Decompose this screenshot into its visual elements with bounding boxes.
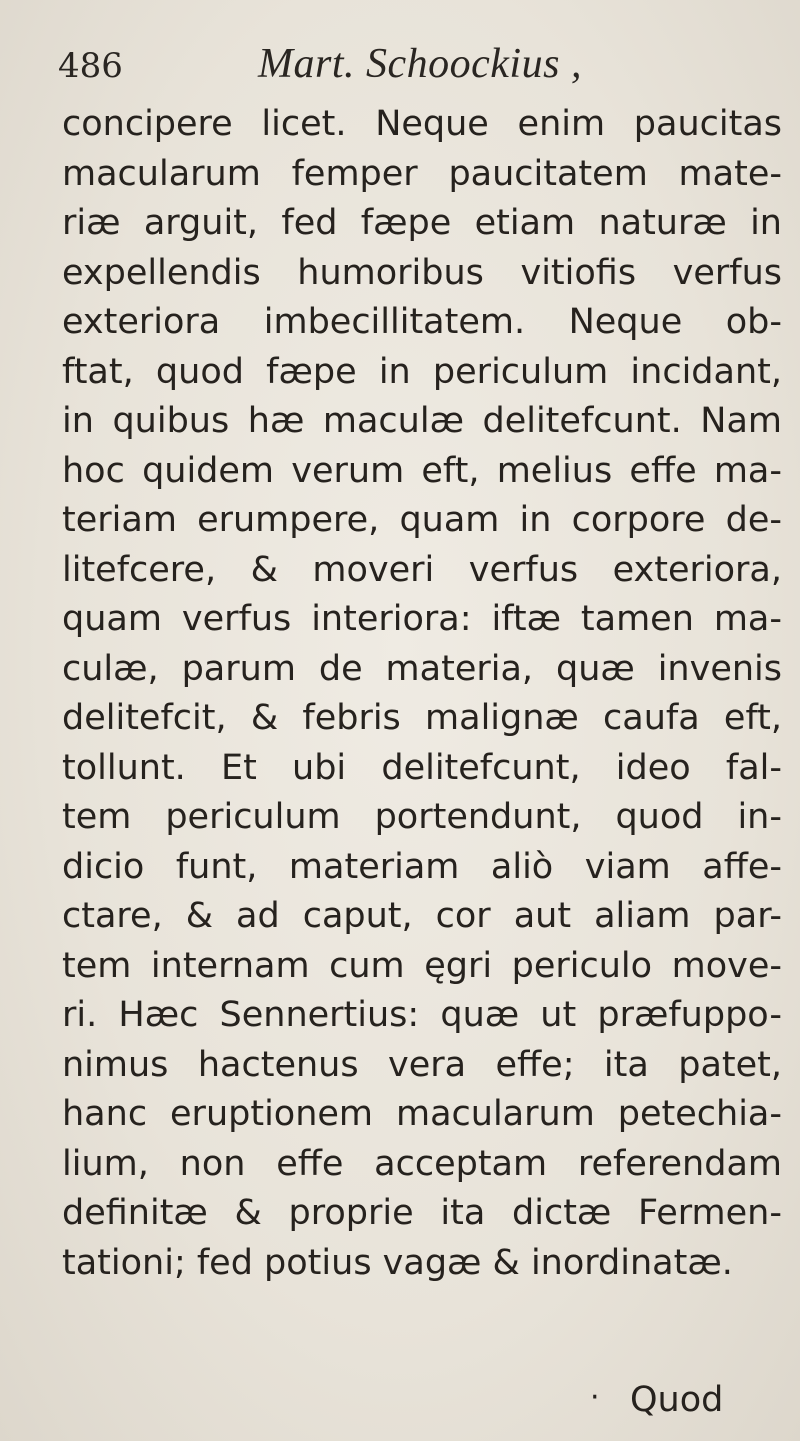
text-line: quam verfus interiora: iftæ tamen ma- xyxy=(62,599,782,639)
text-line: exteriora imbecillitatem. Neque ob- xyxy=(62,302,782,342)
text-line: nimus hactenus vera effe; ita patet, xyxy=(62,1044,782,1085)
text-line: culæ, parum de materia, quæ invenis xyxy=(62,648,782,689)
text-line: dicio funt, materiam aliò viam affe- xyxy=(62,846,782,887)
text-line: concipere licet. Neque enim paucitas xyxy=(62,104,782,144)
page-header xyxy=(58,38,758,98)
footer-mark: · xyxy=(590,1380,600,1415)
text-line: tem internam cum ęgri periculo move- xyxy=(62,945,782,986)
text-line: teriam erumpere, quam in corpore de- xyxy=(62,500,782,540)
text-line: tollunt. Et ubi delitefcunt, ideo fal- xyxy=(62,747,782,788)
text-line: tationi; fed potius vagæ & inordinatæ. xyxy=(62,1242,733,1283)
body-text xyxy=(62,100,782,1288)
text-line: ctare, & ad caput, cor aut aliam par- xyxy=(62,896,782,936)
text-line: ftat, quod fæpe in periculum incidant, xyxy=(62,351,782,392)
text-line: riæ arguit, fed fæpe etiam naturæ in xyxy=(62,203,782,243)
catchword: Quod xyxy=(630,1380,724,1420)
text-line: ri. Hæc Sennertius: quæ ut præfuppo- xyxy=(62,995,782,1035)
text-line: macularum femper paucitatem mate- xyxy=(62,153,782,194)
text-line: litefcere, & moveri verfus exteriora, xyxy=(62,549,782,590)
text-line: hanc eruptionem macularum petechia- xyxy=(62,1094,782,1134)
text-line: expellendis humoribus vitiofis verfus xyxy=(62,252,782,293)
text-line: lium, non effe acceptam referendam xyxy=(62,1143,782,1184)
text-line: tem periculum portendunt, quod in- xyxy=(62,797,782,837)
catchword-line xyxy=(590,1380,790,1430)
text-line: hoc quidem verum eft, melius effe ma- xyxy=(62,450,782,491)
running-head: Mart. Schoockius , xyxy=(258,41,582,87)
text-line: delitefcit, & febris malignæ caufa eft, xyxy=(62,698,782,738)
page-number: 486 xyxy=(58,46,123,86)
text-line: in quibus hæ maculæ delitefcunt. Nam xyxy=(62,401,782,441)
text-line: definitæ & proprie ita dictæ Fermen- xyxy=(62,1193,782,1233)
